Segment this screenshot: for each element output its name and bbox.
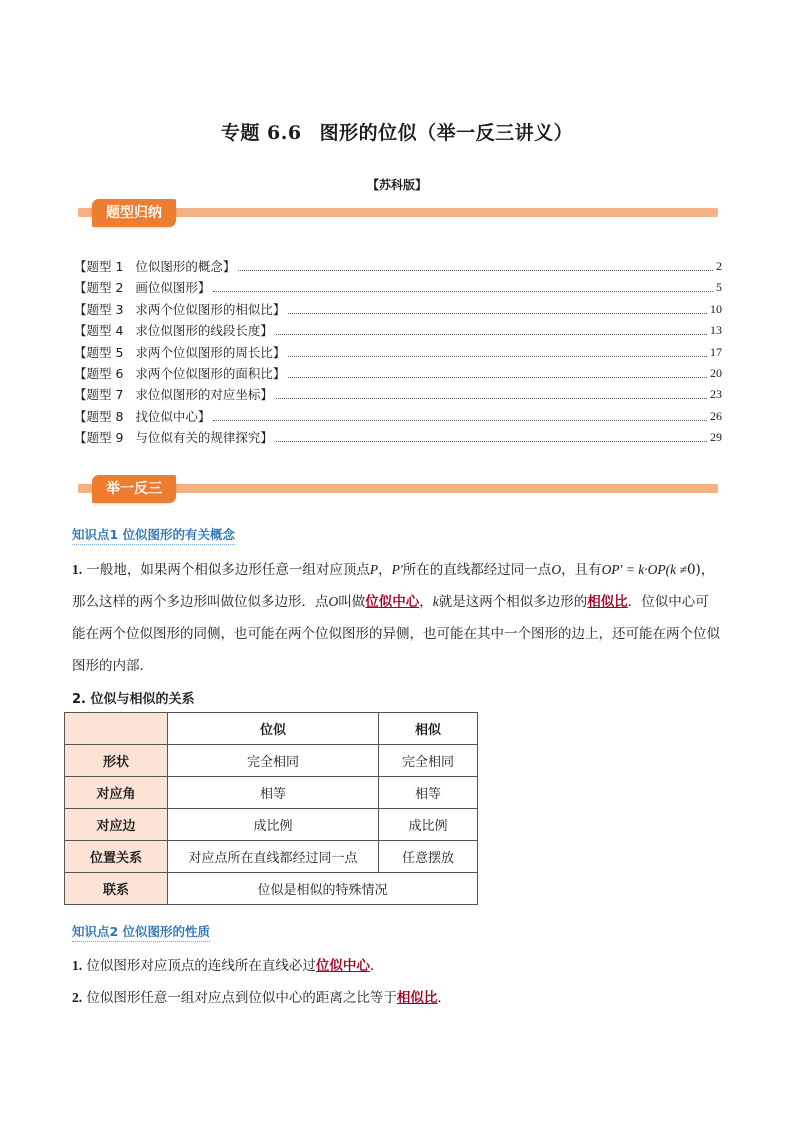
- p1-var-o: O: [551, 562, 562, 577]
- cell-homothety: 成比例: [168, 809, 379, 841]
- edition-label: 【苏科版】: [366, 178, 427, 192]
- table-row: [65, 777, 478, 809]
- toc-leader-dots: [276, 334, 707, 335]
- section-banner-tag: 举一反三: [92, 475, 176, 503]
- p1-text-g: 就是这两个相似多边形的: [438, 594, 588, 610]
- toc-item[interactable]: [74, 406, 722, 427]
- toc-item[interactable]: [74, 363, 722, 384]
- toc-leader-dots: [288, 313, 707, 314]
- toc-leader-dots: [288, 356, 707, 357]
- toc-leader-dots: [213, 291, 713, 292]
- row-header: 对应角: [65, 777, 168, 809]
- table-col-similarity: 相似: [379, 713, 478, 745]
- row-header: 形状: [65, 745, 168, 777]
- toc-item-label: 【题型 1 位似图形的概念】: [74, 259, 236, 274]
- p1-text-d: 0)，那么这样的两个多边形叫做位似多边形．点: [72, 562, 715, 610]
- toc-item-label: 【题型 7 求位似图形的对应坐标】: [74, 387, 273, 403]
- l1-number: 1.: [72, 958, 83, 973]
- keyword-homothety-center: 位似中心: [365, 594, 420, 610]
- p1-var-o-2: O: [328, 594, 339, 609]
- cell-homothety: 完全相同: [168, 745, 379, 777]
- table-row: [65, 745, 478, 777]
- toc-item-page: 17: [710, 344, 722, 359]
- title-prefix: 专题: [220, 122, 260, 144]
- table-row: [65, 873, 478, 905]
- toc-item-page: 23: [710, 387, 722, 402]
- l2-end: ．: [437, 990, 451, 1006]
- toc-item-label: 【题型 9 与位似有关的规律探究】: [74, 430, 273, 446]
- p1-var-p: P: [369, 562, 379, 577]
- toc-item-label: 【题型 6 求两个位似图形的面积比】: [74, 366, 286, 381]
- l1-end: ．: [369, 958, 384, 974]
- cell-homothety: 对应点所在直线都经过同一点: [168, 841, 379, 873]
- toc-item[interactable]: [74, 342, 722, 363]
- toc-item-label: 【题型 2 画位似图形】: [74, 280, 211, 296]
- table-col-homothety: 位似: [168, 713, 379, 745]
- p1-var-k: k: [432, 594, 439, 609]
- toc-leader-dots: [276, 398, 707, 399]
- table-corner-cell: [65, 713, 168, 745]
- toc-item[interactable]: [74, 427, 722, 448]
- toc-item-page: 13: [710, 323, 722, 338]
- p1-equation: OP' = k·OP(k ≠: [601, 562, 687, 577]
- relation-table: [64, 712, 478, 905]
- cell-similarity: 成比例: [379, 809, 478, 841]
- toc-item[interactable]: [74, 299, 722, 320]
- cell-homothety: 相等: [168, 777, 379, 809]
- toc-item-label: 【题型 4 求位似图形的线段长度】: [74, 323, 273, 339]
- knowledge-point-1-paragraph: [72, 554, 722, 682]
- toc-item-page: 2: [716, 259, 722, 273]
- l1-text: 位似图形对应顶点的连线所在直线必过: [86, 958, 316, 974]
- toc-item[interactable]: [74, 320, 722, 341]
- toc-item-label: 【题型 5 求两个位似图形的周长比】: [74, 344, 286, 360]
- toc-item-page: 5: [716, 280, 722, 295]
- title-number: 6.6: [267, 122, 302, 144]
- title-name: 图形的位似（举一反三讲义）: [319, 122, 574, 144]
- l2-text: 位似图形任意一组对应点到位似中心的距离之比等于: [86, 990, 397, 1006]
- keyword-homothety-center-2: 位似中心: [315, 958, 370, 974]
- relation-heading: 2. 位似与相似的关系: [72, 692, 195, 707]
- toc-banner-tag: 题型归纳: [92, 199, 176, 227]
- p1-text-b: 所在的直线都经过同一点: [402, 562, 552, 578]
- table-row: [65, 841, 478, 873]
- page-title: [0, 118, 794, 145]
- p1-text-e: 叫做: [338, 594, 366, 610]
- row-header: 联系: [65, 873, 168, 905]
- keyword-similarity-ratio: 相似比: [587, 594, 628, 610]
- p1-text-a: 一般地，如果两个相似多边形任意一组对应顶点: [86, 562, 370, 578]
- l2-number: 2.: [72, 990, 83, 1005]
- toc-item-label: 【题型 8 找位似中心】: [74, 408, 211, 424]
- cell-similarity: 相等: [379, 777, 478, 809]
- property-line-1: [72, 950, 722, 982]
- p1-text-f: ，: [419, 594, 433, 610]
- cell-similarity: 任意摆放: [379, 841, 478, 873]
- toc-item[interactable]: [74, 277, 722, 298]
- p1-number: 1.: [72, 562, 83, 577]
- keyword-similarity-ratio-2: 相似比: [396, 990, 438, 1006]
- row-header: 位置关系: [65, 841, 168, 873]
- cell-similarity: 完全相同: [379, 745, 478, 777]
- toc-leader-dots: [238, 270, 713, 271]
- toc-leader-dots: [276, 441, 707, 442]
- toc-item-page: 10: [710, 301, 722, 316]
- toc-leader-dots: [213, 420, 707, 421]
- toc-item-label: 【题型 3 求两个位似图形的相似比】: [74, 301, 286, 317]
- p1-text-h: ．位似中心可能在两个位似图形的同侧，也可能在两个位似图形的异侧，也可能在其中一个图形的边上，还可能在两个位似图形的内部．: [72, 594, 720, 674]
- table-row: [65, 809, 478, 841]
- toc-item[interactable]: [74, 256, 722, 277]
- p1-text-c: ，且有: [561, 562, 602, 578]
- toc-item-page: 20: [710, 366, 722, 380]
- knowledge-point-1-heading: 知识点1 位似图形的有关概念: [72, 525, 235, 545]
- table-header-row: [65, 713, 478, 745]
- toc-item-page: 29: [710, 430, 722, 445]
- property-line-2: [72, 982, 722, 1014]
- row-header: 对应边: [65, 809, 168, 841]
- knowledge-point-2-heading: 知识点2 位似图形的性质: [72, 922, 210, 942]
- toc-item-page: 26: [710, 408, 722, 423]
- p1-comma: ，: [378, 562, 392, 578]
- toc-item[interactable]: [74, 384, 722, 405]
- toc-leader-dots: [288, 377, 707, 378]
- p1-var-p-prime: P': [391, 562, 403, 577]
- cell-relation: 位似是相似的特殊情况: [168, 873, 478, 905]
